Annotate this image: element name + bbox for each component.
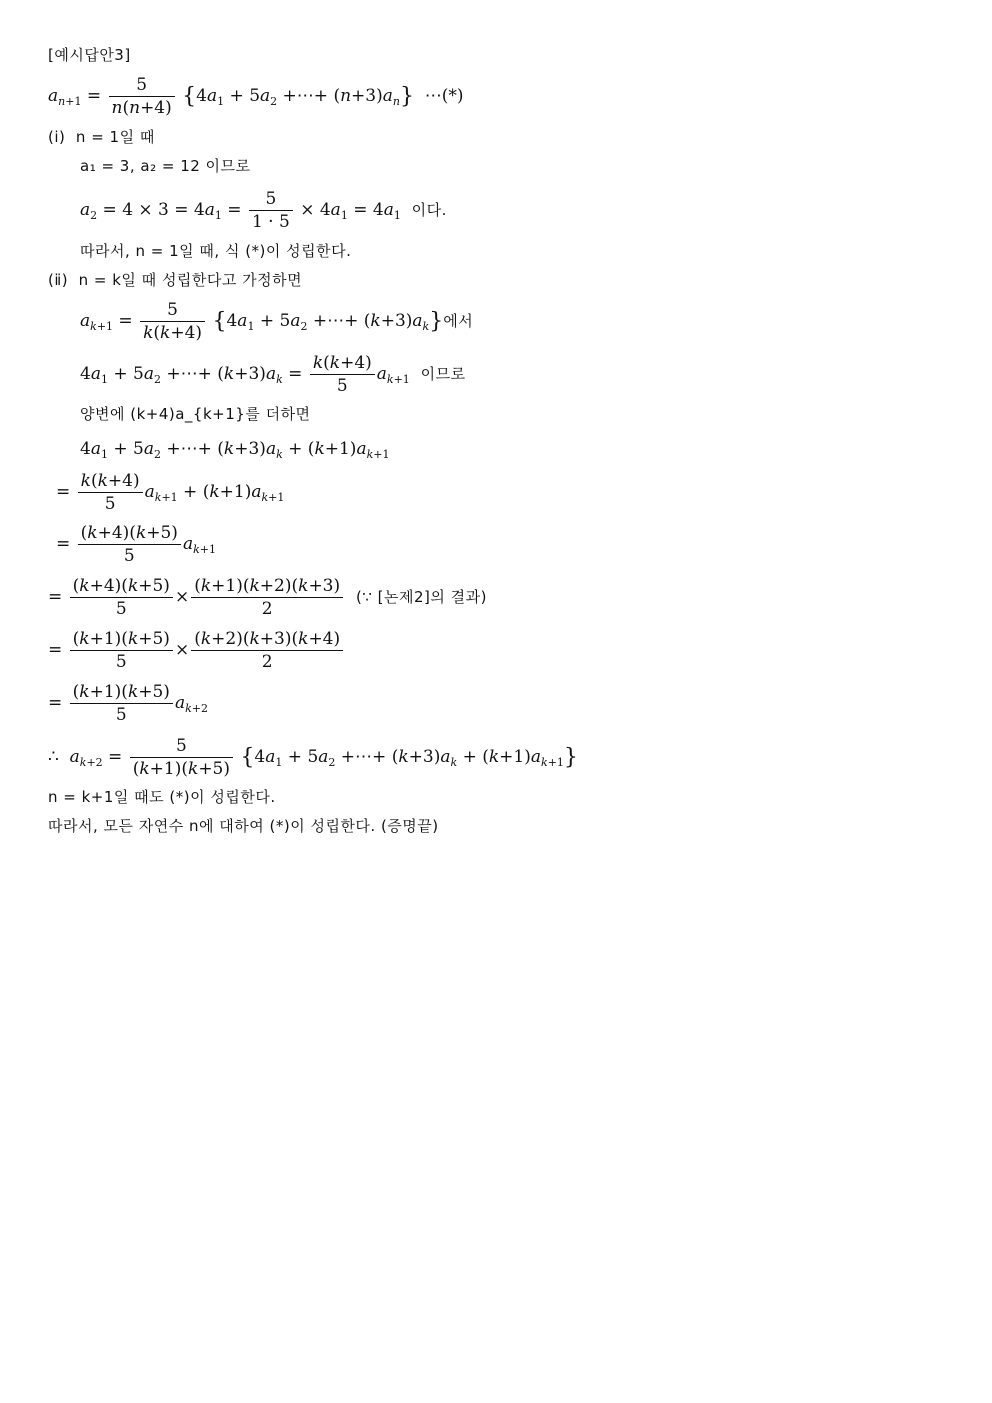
answer-title: [예시답안3] [48,46,131,64]
case1-given: a₁ = 3, a₂ = 12 이므로 [80,157,251,175]
case2-heading [48,270,302,290]
case2-in-text: 에서 [443,312,474,330]
fraction: $\frac{5}{n(n+4)}$ [109,74,175,119]
case1-conclusion: 따라서, n = 1일 때, 식 (*)이 성립한다. [80,242,352,260]
case2-assumption: n = k일 때 성립한다고 가정하면 [78,271,303,289]
case2-add-text: 양변에 (k+4)a_{k+1}를 더하면 [80,405,311,423]
fraction: $\frac{5}{(k+1)(k+5)}$ [130,735,233,780]
fraction: $\frac{(k+1)(k+5)}{5}$ [70,681,173,726]
fraction: $\frac{(k+4)(k+5)}{5}$ [78,522,181,567]
fraction: $\frac{k(k+4)}{5}$ [310,352,375,397]
sum-line: $4a_1 + 5a_2$ +⋯+ $(k+3)a_k + (k+1)a_{k+1}$ [80,439,390,461]
fraction: $\frac{(k+2)(k+3)(k+4)}{2}$ [191,628,343,673]
case1-equation: $a_2 = 4 \times 3 = 4a_1$ = $\frac{5}{1 \cdot 5}$ × $4a_1 = 4a_1$ 이다. [80,189,447,232]
fraction: $\frac{(k+4)(k+5)}{5}$ [70,575,173,620]
formula-marker: ⋯(*) [424,86,464,106]
fraction: $\frac{(k+1)(k+5)}{5}$ [70,628,173,673]
case2-rearranged: $4a_1 + 5a_2$ +⋯+ $(k+3)a_k$ = $\frac{k(k+4)}{5}$ $a_{k+1}$ 이므로 [80,353,466,396]
case2-since-text: 이므로 [420,365,466,383]
case1-heading [48,127,155,147]
final-line-2: 따라서, 모든 자연수 n에 대하여 (*)이 성립한다. (증명끝) [48,817,439,835]
case1-label: (ⅰ) [48,128,66,146]
case1-condition: n = 1일 때 [75,128,155,146]
fraction: $\frac{(k+1)(k+2)(k+3)}{2}$ [191,575,343,620]
fraction: $\frac{k(k+4)}{5}$ [78,470,143,515]
fraction: $\frac{5}{k(k+4)}$ [140,299,205,344]
final-line-1: n = k+1일 때도 (*)이 성립한다. [48,788,276,806]
main-formula: $a_{n+1}$ = $\frac{5}{n(n+4)}$ {$4a_1 + 5a_2$ +⋯+ $(n+3)a_n$} ⋯(*) [48,75,464,118]
fraction: $\frac{5}{1 \cdot 5}$ [249,188,293,233]
case2-label: (ⅱ) [48,271,69,289]
therefore-line: ∴ $a_{k+2}$ = $\frac{5}{(k+1)(k+5)}$ {$4a_1 + 5a_2$ +⋯+ $(k+3)a_k + (k+1)a_{k+1}$} [48,736,578,779]
step-3: = $\frac{(k+4)(k+5)}{5}$ × $\frac{(k+1)(k+2)(k+3)}{2}$ (∵ [논제2]의 결과) [48,576,487,619]
step-1: = $\frac{k(k+4)}{5}$ $a_{k+1} + (k+1)a_{k+1}$ [56,471,285,514]
step-5: = $\frac{(k+1)(k+5)}{5}$ $a_{k+2}$ [48,682,208,725]
step-2: = $\frac{(k+4)(k+5)}{5}$ $a_{k+1}$ [56,523,216,566]
reason-note: (∵ [논제2]의 결과) [355,588,487,606]
step-4: = $\frac{(k+1)(k+5)}{5}$ × $\frac{(k+2)(k+3)(k+4)}{2}$ [48,628,345,673]
case1-tail: 이다. [411,201,447,219]
case2-hypothesis: $a_{k+1}$ = $\frac{5}{k(k+4)}$ {$4a_1 + 5a_2$ +⋯+ $(k+3)a_k$}에서 [80,300,474,343]
